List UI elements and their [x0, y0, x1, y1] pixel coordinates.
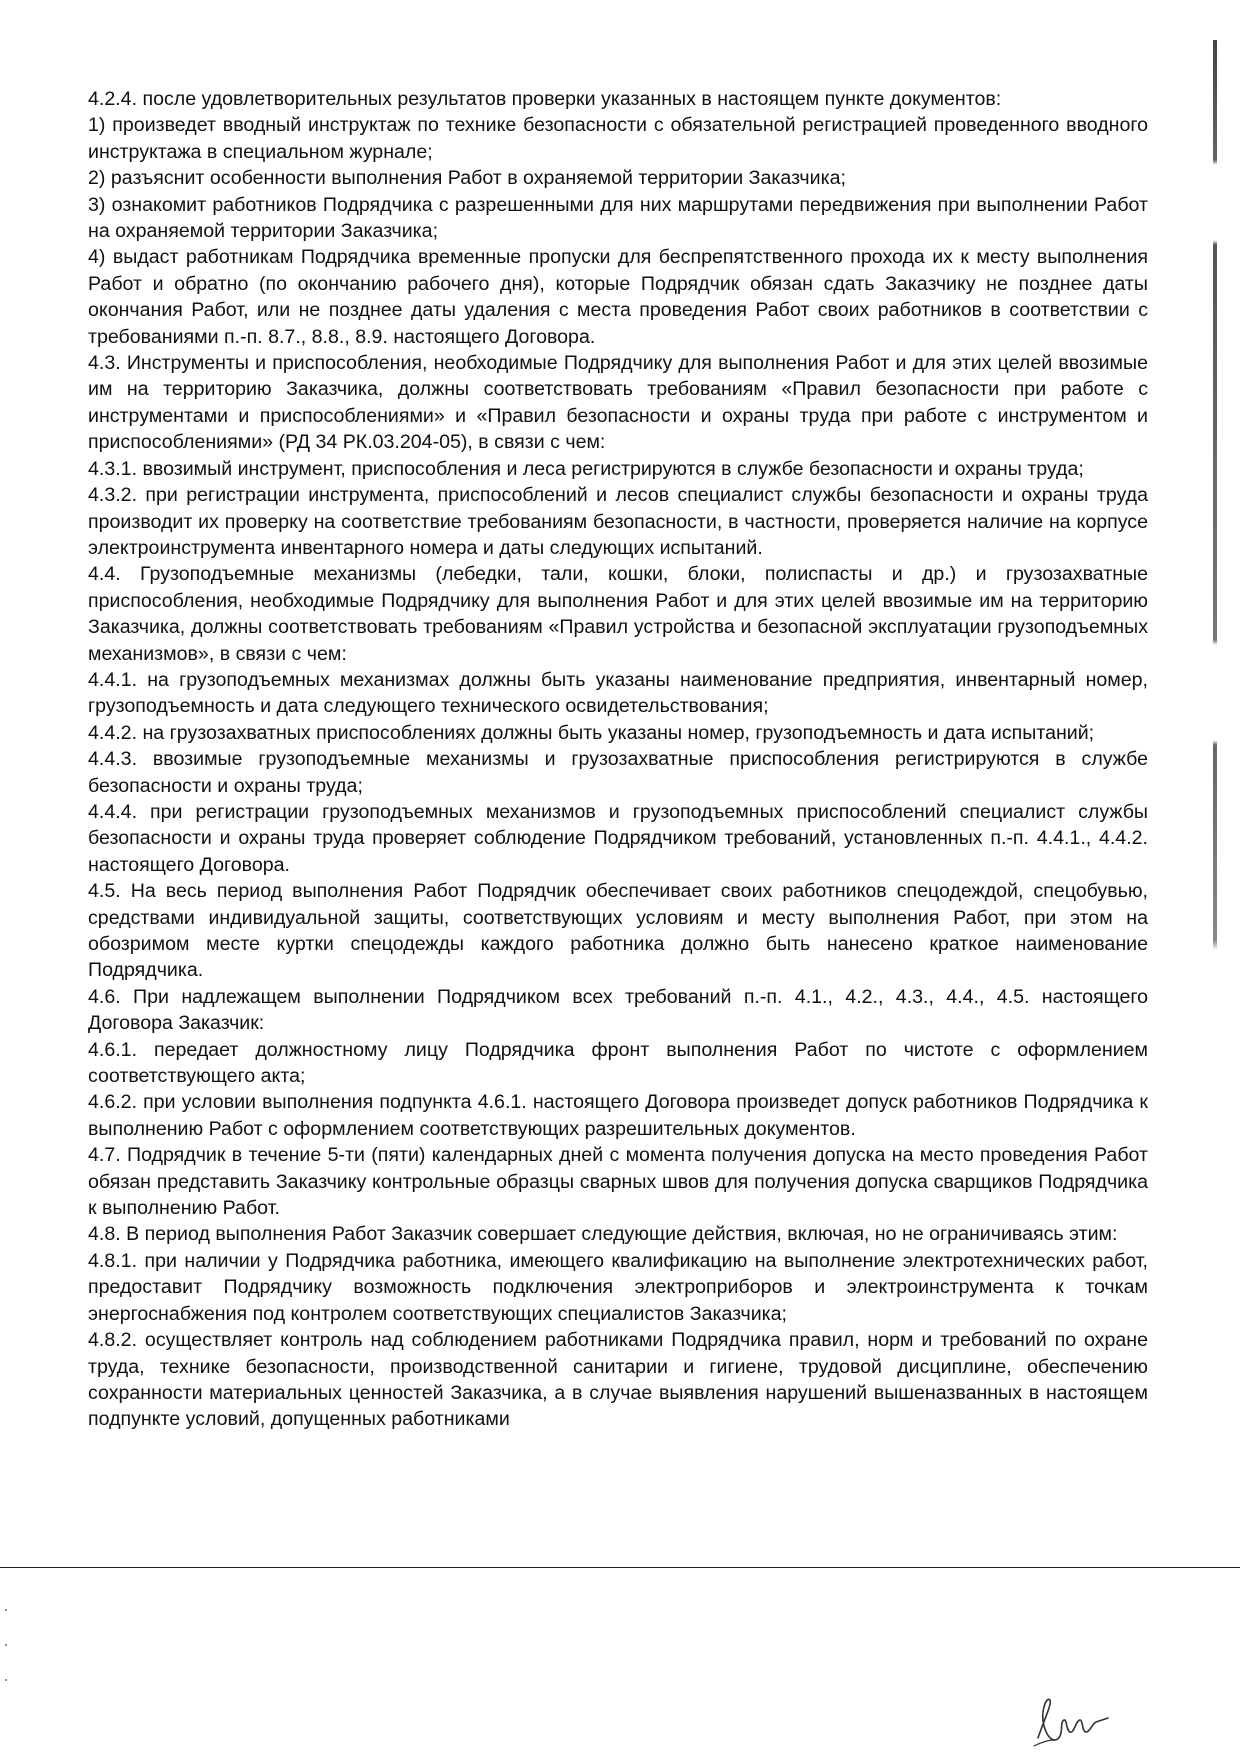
paragraph: 4.8.1. при наличии у Подрядчика работника, имеющего квалификацию на выполнение электротехнических работ, предоставит Подрядчику возможность подключения электроприборов и электроинструмента к точкам энергоснабжения под контролем соответствующих специалистов Заказчика; [88, 1249, 1148, 1325]
paragraph: 4.4.1. на грузоподъемных механизмах должны быть указаны наименование предприятия, инвентарный номер, грузоподъемность и дата следующего технического освидетельствования; [88, 668, 1148, 718]
paragraph: 4.7. Подрядчик в течение 5-ти (пяти) календарных дней с момента получения допуска на место проведения Работ обязан представить Заказчику контрольные образцы сварных швов для получения допуска сварщиков Подрядчика к выполнению Работ. [88, 1144, 1148, 1220]
paragraph: 1) произведет вводный инструктаж по технике безопасности с обязательной регистрацией проведенного вводного инструктажа в специальном журнале; [88, 114, 1148, 163]
signature-mark [1030, 1690, 1140, 1750]
paragraph: 4) выдаст работникам Подрядчика временные пропуски для беспрепятственного прохода их к месту выполнения Работ и обратно (по окончанию рабочего дня), которые Подрядчик обязан сдать Заказчику не позднее даты окончания Работ, или не позднее даты удаления с места проведения Работ своих работников в соответствии с требованиями п.-п. 8.7., 8.8., 8.9. настоящего Договора. [88, 246, 1148, 348]
paragraph: 4.8. В период выполнения Работ Заказчик совершает следующие действия, включая, но не ограничиваясь этим: [88, 1223, 1118, 1246]
paragraph: 4.6.1. передает должностному лицу Подрядчика фронт выполнения Работ по чистоте с оформлением соответствующего акта; [88, 1038, 1148, 1088]
scan-edge-mark [1213, 40, 1217, 1040]
scan-margin-dots [4, 1600, 8, 1720]
paragraph: 4.4. Грузоподъемные механизмы (лебедки, тали, кошки, блоки, полиспасты и др.) и грузозахватные приспособления, необходимые Подрядчику для выполнения Работ и для этих целей ввозимые им на территорию Заказчика, должны соответствовать требованиям «Правил устройства и безопасной эксплуатации грузоподъемных механизмов», в связи с чем: [88, 563, 1148, 665]
horizontal-rule [0, 1567, 1240, 1568]
paragraph: 4.4.3. ввозимые грузоподъемные механизмы и грузозахватные приспособления регистрируются в службе безопасности и охраны труда; [88, 748, 1148, 797]
paragraph: 4.6.2. при условии выполнения подпункта 4.6.1. настоящего Договора произведет допуск работников Подрядчика к выполнению Работ с оформлением соответствующих разрешительных документов. [88, 1091, 1148, 1140]
paragraph: 4.8.2. осуществляет контроль над соблюдением работниками Подрядчика правил, норм и требований по охране труда, технике безопасности, производственной санитарии и гигиене, трудовой дисциплине, обеспечению сохранности материальных ценностей Заказчика, а в случае выявления нарушений вышеназванных в настоящем подпункте условий, допущенных работниками [88, 1329, 1148, 1431]
paragraph: 4.6. При надлежащем выполнении Подрядчиком всех требований п.-п. 4.1., 4.2., 4.3., 4.4., 4.5. настоящего Договора Заказчик: [88, 985, 1148, 1035]
paragraph: 4.2.4. после удовлетворительных результатов проверки указанных в настоящем пункте документов: [88, 88, 1002, 110]
paragraph: 2) разъяснит особенности выполнения Работ в охраняемой территории Заказчика; [88, 167, 846, 190]
paragraph: 4.4.2. на грузозахватных приспособлениях должны быть указаны номер, грузоподъемность и дата испытаний; [88, 721, 1095, 744]
paragraph: 4.5. На весь период выполнения Работ Подрядчик обеспечивает своих работников спецодеждой, спецобувью, средствами индивидуальной защиты, соответствующих условиям и месту выполнения Работ, при этом на обозримом месте куртки спецодежды каждого работника должно быть нанесено краткое наименование Подрядчика. [88, 880, 1148, 982]
paragraph: 4.4.4. при регистрации грузоподъемных механизмов и грузоподъемных приспособлений специалист службы безопасности и охраны труда проверяет соблюдение Подрядчиком требований, установленных п.-п. 4.4.1., 4.4.2. настоящего Договора. [88, 800, 1148, 876]
paragraph: 4.3.2. при регистрации инструмента, приспособлений и лесов специалист службы безопасности и охраны труда производит их проверку на соответствие требованиям безопасности, в частности, проверяется наличие на корпусе электроинструмента инвентарного номера и даты следующих испытаний. [88, 484, 1148, 559]
paragraph: 3) ознакомит работников Подрядчика с разрешенными для них маршрутами передвижения при выполнении Работ на охраняемой территории Заказчика; [88, 193, 1148, 243]
document-body [88, 86, 1148, 1433]
paragraph: 4.3. Инструменты и приспособления, необходимые Подрядчику для выполнения Работ и для этих целей ввозимые им на территорию Заказчика, должны соответствовать требованиям «Правил безопасности при работе с инструментами и приспособлениями» и «Правил безопасности и охраны труда при работе с инструментом и приспособлениями» (РД 34 РК.03.204-05), в связи с чем: [88, 352, 1148, 454]
paragraph: 4.3.1. ввозимый инструмент, приспособления и леса регистрируются в службе безопасности и охраны труда; [88, 457, 1084, 480]
